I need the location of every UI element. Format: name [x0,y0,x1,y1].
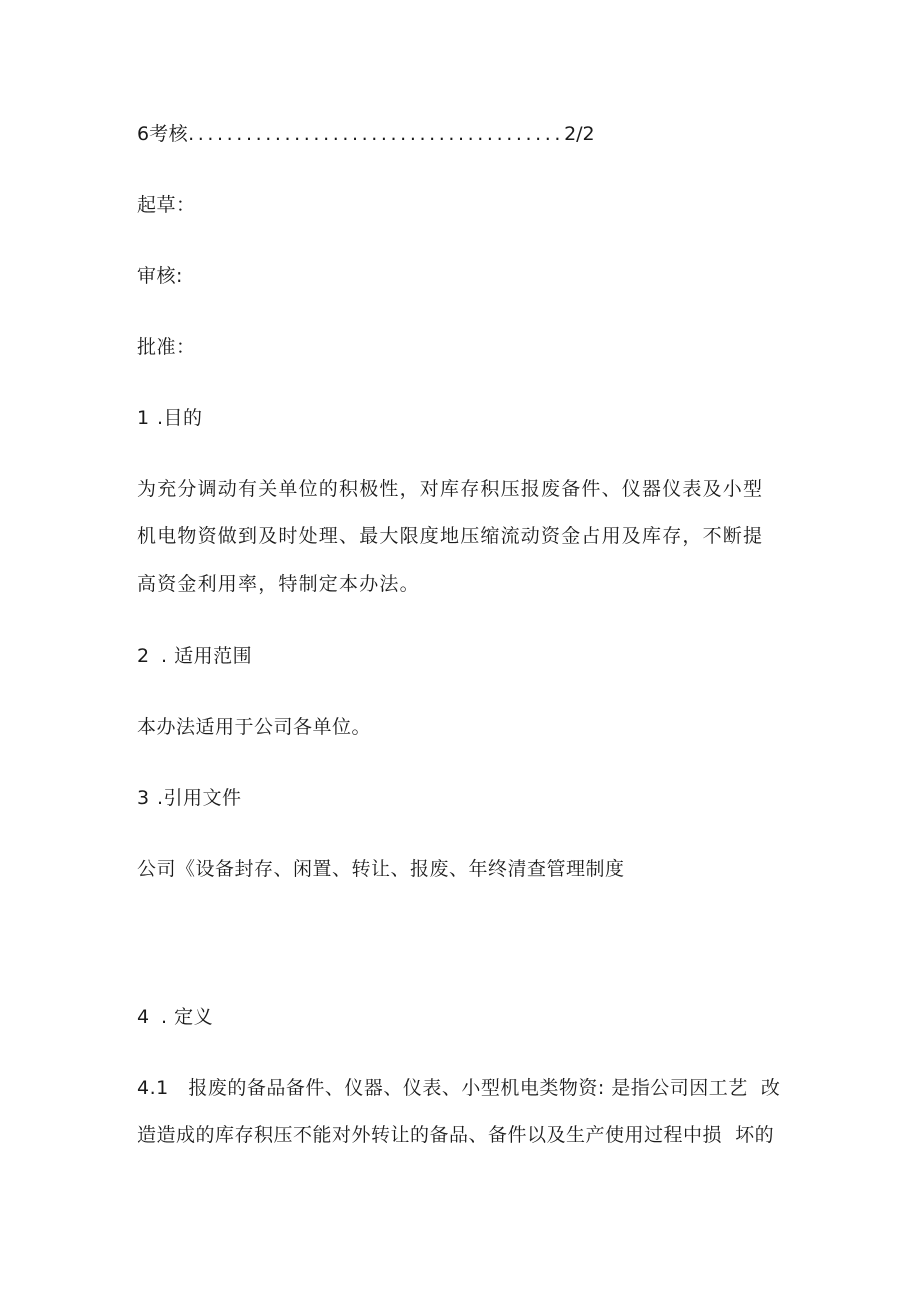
toc-entry [137,122,595,146]
paragraph-line: 造造成的库存积压不能对外转让的备品、备件以及生产使用过程中损 坏的 [137,1124,775,1146]
review-signature-label: 审核: [137,265,183,287]
section-title: .目的 [157,407,203,429]
section-heading-scope [137,644,252,668]
section-heading-purpose [137,406,203,430]
section-heading-references [137,786,242,810]
section-heading-definitions [137,1005,213,1029]
section-title: .引用文件 [157,787,242,809]
paragraph-line: 4.1 报废的备品备件、仪器、仪表、小型机电类物资: 是指公司因工艺 改 [137,1077,781,1099]
toc-page-number: 2/2 [564,123,595,145]
draft-signature-label: 起草： [137,194,196,216]
paragraph-line: 为充分调动有关单位的积极性，对库存积压报废备件、仪器仪表及小型 [137,478,764,500]
section-number: 2 [137,645,150,667]
toc-number: 6 [137,123,150,145]
toc-leader: ....................................... [188,123,565,145]
paragraph-line: 公司《设备封存、闲置、转让、报废、年终清查管理制度 [137,858,625,880]
paragraph-line: 本办法适用于公司各单位。 [137,716,372,738]
section-number: 1 [137,407,150,429]
section-number: 4 [137,1006,150,1028]
paragraph-line: 高资金利用率，特制定本办法。 [137,573,420,595]
paragraph-line: 机电物资做到及时处理、最大限度地压缩流动资金占用及库存，不断提 [137,525,764,547]
approve-signature-label: 批准： [137,336,196,358]
section-title: . 适用范围 [161,645,253,667]
section-number: 3 [137,787,150,809]
section-title: . 定义 [161,1006,214,1028]
toc-title: 考核 [149,123,189,145]
